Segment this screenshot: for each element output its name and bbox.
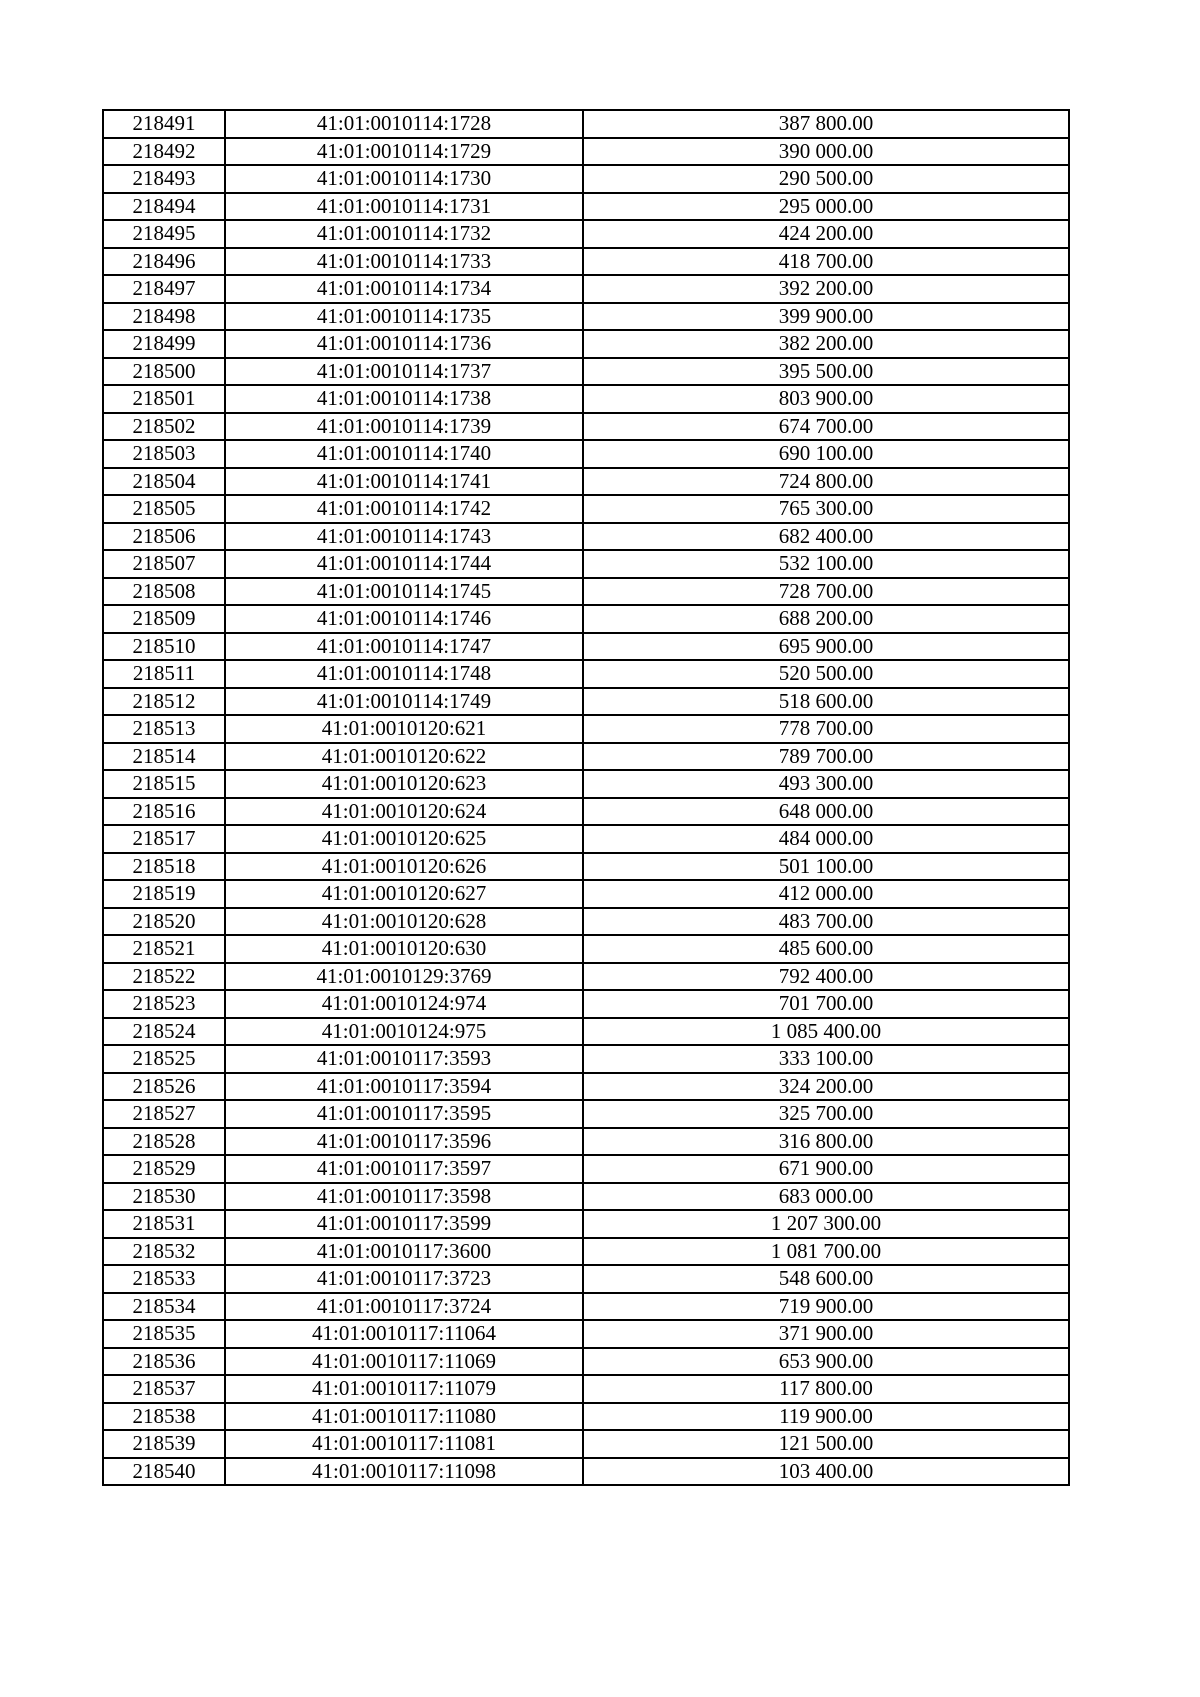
cadastral-value-cell: 724 800.00 [583, 468, 1069, 496]
cadastral-number-cell: 41:01:0010120:628 [225, 908, 583, 936]
cadastral-number-cell: 41:01:0010114:1735 [225, 303, 583, 331]
cadastral-number-cell: 41:01:0010117:3594 [225, 1073, 583, 1101]
row-number-cell: 218514 [103, 743, 225, 771]
cadastral-value-cell: 683 000.00 [583, 1183, 1069, 1211]
cadastral-number-cell: 41:01:0010117:3595 [225, 1100, 583, 1128]
row-number-cell: 218499 [103, 330, 225, 358]
cadastral-number-cell: 41:01:0010114:1738 [225, 385, 583, 413]
cadastral-value-cell: 789 700.00 [583, 743, 1069, 771]
cadastral-value-cell: 1 085 400.00 [583, 1018, 1069, 1046]
cadastral-number-cell: 41:01:0010114:1733 [225, 248, 583, 276]
table-row [103, 413, 1069, 441]
cadastral-number-cell: 41:01:0010114:1746 [225, 605, 583, 633]
table-row [103, 825, 1069, 853]
row-number-cell: 218498 [103, 303, 225, 331]
cadastral-number-cell: 41:01:0010114:1730 [225, 165, 583, 193]
cadastral-value-cell: 395 500.00 [583, 358, 1069, 386]
cadastral-number-cell: 41:01:0010114:1739 [225, 413, 583, 441]
row-number-cell: 218532 [103, 1238, 225, 1266]
row-number-cell: 218540 [103, 1458, 225, 1486]
table-row [103, 908, 1069, 936]
cadastral-number-cell: 41:01:0010124:974 [225, 990, 583, 1018]
cadastral-number-cell: 41:01:0010114:1740 [225, 440, 583, 468]
cadastral-number-cell: 41:01:0010114:1728 [225, 110, 583, 138]
cadastral-value-cell: 493 300.00 [583, 770, 1069, 798]
table-row [103, 660, 1069, 688]
row-number-cell: 218492 [103, 138, 225, 166]
table-row [103, 633, 1069, 661]
cadastral-number-cell: 41:01:0010114:1747 [225, 633, 583, 661]
row-number-cell: 218524 [103, 1018, 225, 1046]
cadastral-value-cell: 484 000.00 [583, 825, 1069, 853]
cadastral-value-cell: 103 400.00 [583, 1458, 1069, 1486]
cadastral-number-cell: 41:01:0010117:3600 [225, 1238, 583, 1266]
row-number-cell: 218512 [103, 688, 225, 716]
cadastral-number-cell: 41:01:0010117:3723 [225, 1265, 583, 1293]
table-row [103, 468, 1069, 496]
table-row [103, 1210, 1069, 1238]
cadastral-value-cell: 424 200.00 [583, 220, 1069, 248]
row-number-cell: 218513 [103, 715, 225, 743]
cadastral-number-cell: 41:01:0010117:11080 [225, 1403, 583, 1431]
row-number-cell: 218519 [103, 880, 225, 908]
table-row [103, 440, 1069, 468]
cadastral-number-cell: 41:01:0010117:3724 [225, 1293, 583, 1321]
table-row [103, 495, 1069, 523]
cadastral-value-cell: 117 800.00 [583, 1375, 1069, 1403]
row-number-cell: 218493 [103, 165, 225, 193]
row-number-cell: 218535 [103, 1320, 225, 1348]
cadastral-number-cell: 41:01:0010114:1744 [225, 550, 583, 578]
cadastral-value-cell: 701 700.00 [583, 990, 1069, 1018]
cadastral-value-cell: 483 700.00 [583, 908, 1069, 936]
row-number-cell: 218528 [103, 1128, 225, 1156]
cadastral-number-cell: 41:01:0010120:625 [225, 825, 583, 853]
cadastral-value-cell: 390 000.00 [583, 138, 1069, 166]
cadastral-value-cell: 382 200.00 [583, 330, 1069, 358]
row-number-cell: 218523 [103, 990, 225, 1018]
cadastral-value-cell: 803 900.00 [583, 385, 1069, 413]
cadastral-number-cell: 41:01:0010117:3599 [225, 1210, 583, 1238]
row-number-cell: 218508 [103, 578, 225, 606]
table-row [103, 715, 1069, 743]
cadastral-number-cell: 41:01:0010114:1734 [225, 275, 583, 303]
cadastral-value-cell: 324 200.00 [583, 1073, 1069, 1101]
row-number-cell: 218526 [103, 1073, 225, 1101]
table-row [103, 1320, 1069, 1348]
cadastral-number-cell: 41:01:0010117:3598 [225, 1183, 583, 1211]
cadastral-number-cell: 41:01:0010114:1743 [225, 523, 583, 551]
cadastral-value-cell: 532 100.00 [583, 550, 1069, 578]
cadastral-value-cell: 325 700.00 [583, 1100, 1069, 1128]
cadastral-number-cell: 41:01:0010114:1741 [225, 468, 583, 496]
row-number-cell: 218539 [103, 1430, 225, 1458]
table-row [103, 1155, 1069, 1183]
row-number-cell: 218501 [103, 385, 225, 413]
cadastral-value-cell: 682 400.00 [583, 523, 1069, 551]
cadastral-number-cell: 41:01:0010114:1748 [225, 660, 583, 688]
table-row [103, 578, 1069, 606]
cadastral-value-cell: 648 000.00 [583, 798, 1069, 826]
cadastral-value-cell: 290 500.00 [583, 165, 1069, 193]
cadastral-value-cell: 387 800.00 [583, 110, 1069, 138]
cadastral-value-cell: 765 300.00 [583, 495, 1069, 523]
cadastral-value-cell: 1 081 700.00 [583, 1238, 1069, 1266]
row-number-cell: 218507 [103, 550, 225, 578]
row-number-cell: 218534 [103, 1293, 225, 1321]
cadastral-value-cell: 653 900.00 [583, 1348, 1069, 1376]
row-number-cell: 218497 [103, 275, 225, 303]
cadastral-value-cell: 778 700.00 [583, 715, 1069, 743]
table-row [103, 1348, 1069, 1376]
cadastral-number-cell: 41:01:0010120:623 [225, 770, 583, 798]
cadastral-number-cell: 41:01:0010114:1731 [225, 193, 583, 221]
row-number-cell: 218517 [103, 825, 225, 853]
cadastral-value-cell: 690 100.00 [583, 440, 1069, 468]
table-row [103, 853, 1069, 881]
row-number-cell: 218527 [103, 1100, 225, 1128]
table-row [103, 1403, 1069, 1431]
cadastral-value-cell: 674 700.00 [583, 413, 1069, 441]
cadastral-number-cell: 41:01:0010117:3597 [225, 1155, 583, 1183]
row-number-cell: 218491 [103, 110, 225, 138]
row-number-cell: 218533 [103, 1265, 225, 1293]
row-number-cell: 218521 [103, 935, 225, 963]
table-row [103, 330, 1069, 358]
table-row [103, 358, 1069, 386]
cadastral-value-cell: 333 100.00 [583, 1045, 1069, 1073]
row-number-cell: 218505 [103, 495, 225, 523]
table-row [103, 1018, 1069, 1046]
cadastral-number-cell: 41:01:0010117:11098 [225, 1458, 583, 1486]
table-row [103, 1183, 1069, 1211]
table-row [103, 1100, 1069, 1128]
cadastral-value-cell: 1 207 300.00 [583, 1210, 1069, 1238]
table-row [103, 193, 1069, 221]
table-row [103, 385, 1069, 413]
row-number-cell: 218516 [103, 798, 225, 826]
cadastral-value-cell: 518 600.00 [583, 688, 1069, 716]
cadastral-number-cell: 41:01:0010124:975 [225, 1018, 583, 1046]
cadastral-number-cell: 41:01:0010114:1729 [225, 138, 583, 166]
row-number-cell: 218502 [103, 413, 225, 441]
table-row [103, 1430, 1069, 1458]
row-number-cell: 218529 [103, 1155, 225, 1183]
cadastral-number-cell: 41:01:0010117:3596 [225, 1128, 583, 1156]
table-row [103, 743, 1069, 771]
table-row [103, 1073, 1069, 1101]
table-row [103, 550, 1069, 578]
row-number-cell: 218494 [103, 193, 225, 221]
row-number-cell: 218500 [103, 358, 225, 386]
table-row [103, 523, 1069, 551]
cadastral-number-cell: 41:01:0010120:624 [225, 798, 583, 826]
cadastral-number-cell: 41:01:0010120:622 [225, 743, 583, 771]
row-number-cell: 218509 [103, 605, 225, 633]
cadastral-number-cell: 41:01:0010117:11064 [225, 1320, 583, 1348]
row-number-cell: 218496 [103, 248, 225, 276]
table-row [103, 688, 1069, 716]
cadastral-value-cell: 671 900.00 [583, 1155, 1069, 1183]
row-number-cell: 218506 [103, 523, 225, 551]
table-row [103, 275, 1069, 303]
table-row [103, 220, 1069, 248]
table-row [103, 1293, 1069, 1321]
row-number-cell: 218510 [103, 633, 225, 661]
table-row [103, 1128, 1069, 1156]
row-number-cell: 218525 [103, 1045, 225, 1073]
cadastral-number-cell: 41:01:0010120:627 [225, 880, 583, 908]
cadastral-value-cell: 295 000.00 [583, 193, 1069, 221]
cadastral-number-cell: 41:01:0010117:11079 [225, 1375, 583, 1403]
row-number-cell: 218531 [103, 1210, 225, 1238]
row-number-cell: 218520 [103, 908, 225, 936]
cadastral-number-cell: 41:01:0010117:11069 [225, 1348, 583, 1376]
row-number-cell: 218511 [103, 660, 225, 688]
cadastral-number-cell: 41:01:0010114:1737 [225, 358, 583, 386]
cadastral-value-cell: 520 500.00 [583, 660, 1069, 688]
cadastral-number-cell: 41:01:0010120:626 [225, 853, 583, 881]
table-row [103, 138, 1069, 166]
row-number-cell: 218504 [103, 468, 225, 496]
cadastral-value-cell: 121 500.00 [583, 1430, 1069, 1458]
cadastral-value-cell: 316 800.00 [583, 1128, 1069, 1156]
cadastral-value-cell: 119 900.00 [583, 1403, 1069, 1431]
row-number-cell: 218538 [103, 1403, 225, 1431]
cadastral-value-cell: 371 900.00 [583, 1320, 1069, 1348]
cadastral-value-cell: 501 100.00 [583, 853, 1069, 881]
row-number-cell: 218530 [103, 1183, 225, 1211]
cadastral-number-cell: 41:01:0010129:3769 [225, 963, 583, 991]
cadastral-value-cell: 719 900.00 [583, 1293, 1069, 1321]
table-row [103, 1238, 1069, 1266]
table-row [103, 248, 1069, 276]
cadastral-value-cell: 418 700.00 [583, 248, 1069, 276]
cadastral-number-cell: 41:01:0010120:630 [225, 935, 583, 963]
cadastral-value-cell: 412 000.00 [583, 880, 1069, 908]
cadastral-number-cell: 41:01:0010114:1745 [225, 578, 583, 606]
table-row [103, 1458, 1069, 1486]
cadastral-value-table [102, 109, 1070, 1486]
table-row [103, 1375, 1069, 1403]
table-row [103, 303, 1069, 331]
row-number-cell: 218518 [103, 853, 225, 881]
cadastral-number-cell: 41:01:0010114:1732 [225, 220, 583, 248]
cadastral-value-cell: 548 600.00 [583, 1265, 1069, 1293]
table-body [103, 110, 1069, 1485]
cadastral-value-cell: 695 900.00 [583, 633, 1069, 661]
row-number-cell: 218522 [103, 963, 225, 991]
row-number-cell: 218536 [103, 1348, 225, 1376]
row-number-cell: 218537 [103, 1375, 225, 1403]
cadastral-value-cell: 485 600.00 [583, 935, 1069, 963]
cadastral-number-cell: 41:01:0010114:1749 [225, 688, 583, 716]
cadastral-value-cell: 399 900.00 [583, 303, 1069, 331]
table-row [103, 1045, 1069, 1073]
cadastral-value-cell: 792 400.00 [583, 963, 1069, 991]
table-row [103, 963, 1069, 991]
table-row [103, 1265, 1069, 1293]
cadastral-value-cell: 688 200.00 [583, 605, 1069, 633]
cadastral-number-cell: 41:01:0010117:3593 [225, 1045, 583, 1073]
cadastral-number-cell: 41:01:0010114:1742 [225, 495, 583, 523]
cadastral-number-cell: 41:01:0010117:11081 [225, 1430, 583, 1458]
table-row [103, 110, 1069, 138]
table-row [103, 770, 1069, 798]
cadastral-number-cell: 41:01:0010120:621 [225, 715, 583, 743]
table-row [103, 165, 1069, 193]
table-row [103, 880, 1069, 908]
table-row [103, 605, 1069, 633]
table-row [103, 990, 1069, 1018]
row-number-cell: 218495 [103, 220, 225, 248]
table-row [103, 935, 1069, 963]
row-number-cell: 218503 [103, 440, 225, 468]
cadastral-number-cell: 41:01:0010114:1736 [225, 330, 583, 358]
cadastral-value-cell: 392 200.00 [583, 275, 1069, 303]
cadastral-value-cell: 728 700.00 [583, 578, 1069, 606]
table-row [103, 798, 1069, 826]
row-number-cell: 218515 [103, 770, 225, 798]
